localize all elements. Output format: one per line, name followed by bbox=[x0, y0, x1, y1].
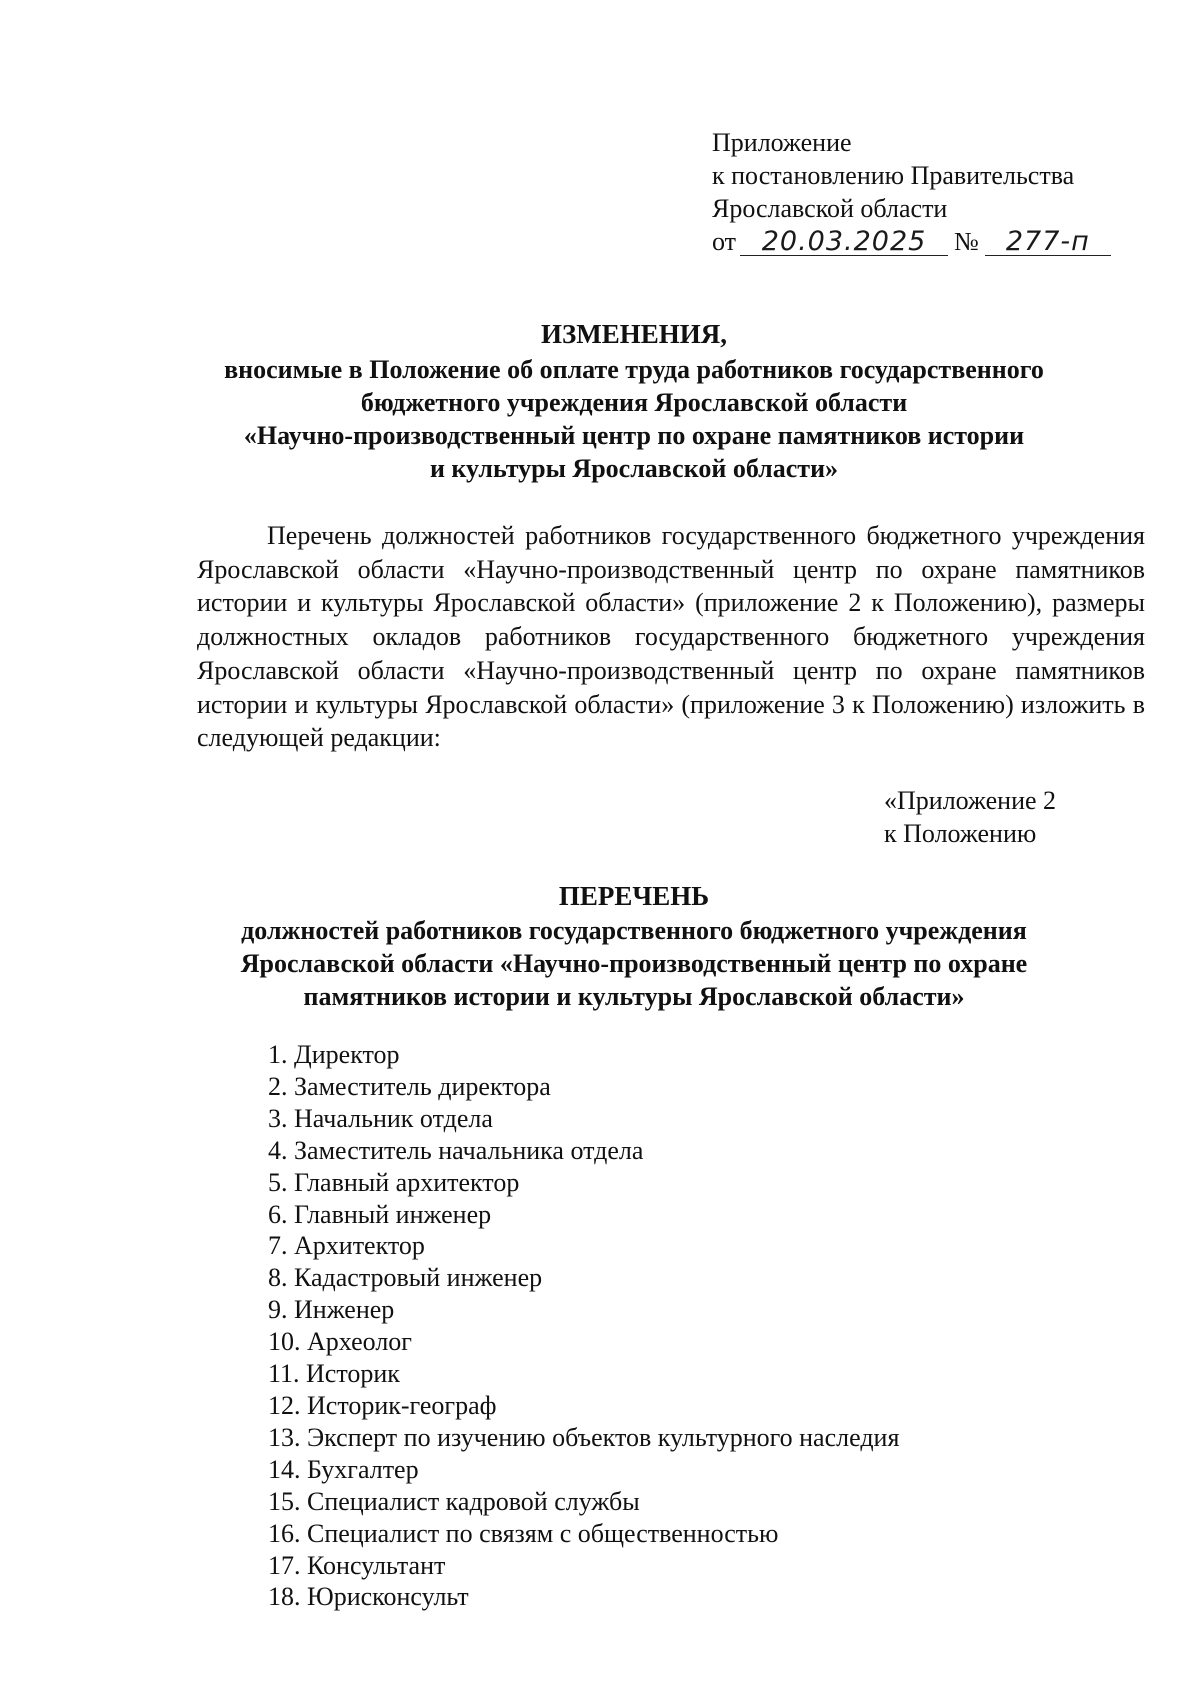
list-item: 9. Инженер bbox=[268, 1295, 395, 1325]
list-item: 10. Археолог bbox=[268, 1327, 412, 1357]
positions-list bbox=[268, 1039, 899, 1613]
list-item: 2. Заместитель директора bbox=[268, 1071, 551, 1101]
intro-paragraph: Перечень должностей работников государственного бюджетного учреждения Ярославской области «Научно-производственный центр по охране памятников истории и культуры Ярославской области» (приложение 2 к Положению), размеры должностных окладов работников государственного бюджетного учреждения Ярославской области «Научно-производственный центр по охране памятников истории и культуры Ярославской области» (приложение 3 к Положению) изложить в следующей редакции: bbox=[197, 521, 1145, 753]
number-sign: № bbox=[954, 227, 979, 256]
list-item: 3. Начальник отдела bbox=[268, 1103, 493, 1133]
changes-subtitle-line-4: и культуры Ярославской области» bbox=[429, 454, 839, 483]
approval-line-3: Ярославской области bbox=[712, 194, 948, 223]
approval-date-line bbox=[712, 225, 1111, 258]
list-subtitle-line-1: должностей работников государственного бюджетного учреждения bbox=[241, 916, 1027, 945]
changes-subtitle bbox=[180, 353, 1088, 485]
changes-title: ИЗМЕНЕНИЯ, bbox=[540, 319, 727, 349]
list-subtitle bbox=[180, 914, 1088, 1013]
list-item: 5. Главный архитектор bbox=[268, 1167, 520, 1197]
handwritten-date: 20.03.2025 bbox=[761, 226, 927, 257]
list-item: 12. Историк-географ bbox=[268, 1390, 497, 1420]
changes-subtitle-line-1: вносимые в Положение об оплате труда работников государственного bbox=[224, 355, 1044, 384]
list-item: 1. Директор bbox=[268, 1040, 400, 1069]
list-item: 8. Кадастровый инженер bbox=[268, 1263, 543, 1293]
handwritten-number: 277-п bbox=[1005, 226, 1090, 257]
list-item: 13. Эксперт по изучению объектов культурного наследия bbox=[268, 1422, 900, 1452]
list-item: 17. Консультант bbox=[268, 1550, 446, 1580]
list-item: 15. Специалист кадровой службы bbox=[268, 1486, 640, 1516]
list-subtitle-line-2: Ярославской области «Научно-производственный центр по охране bbox=[240, 949, 1028, 978]
annex-line-2: к Положению bbox=[884, 819, 1037, 848]
changes-subtitle-line-2: бюджетного учреждения Ярославской области bbox=[360, 388, 908, 417]
list-item: 6. Главный инженер bbox=[268, 1199, 492, 1229]
approval-line-1: Приложение bbox=[712, 128, 852, 157]
list-item: 11. Историк bbox=[268, 1359, 400, 1389]
approval-line-2: к постановлению Правительства bbox=[712, 161, 1075, 190]
list-title: ПЕРЕЧЕНЬ bbox=[558, 881, 710, 911]
list-subtitle-line-3: памятников истории и культуры Ярославской области» bbox=[303, 982, 965, 1011]
approval-block bbox=[712, 126, 1111, 258]
changes-subtitle-line-3: «Научно-производственный центр по охране памятников истории bbox=[243, 421, 1025, 450]
list-item: 14. Бухгалтер bbox=[268, 1454, 419, 1484]
number-field bbox=[985, 226, 1111, 257]
date-prefix: от bbox=[712, 227, 737, 256]
annex-reference bbox=[884, 784, 1056, 850]
date-field bbox=[740, 226, 948, 257]
annex-line-1: «Приложение 2 bbox=[884, 786, 1057, 815]
list-item: 4. Заместитель начальника отдела bbox=[268, 1135, 644, 1165]
list-item: 18. Юрисконсульт bbox=[268, 1582, 469, 1612]
list-item: 7. Архитектор bbox=[268, 1231, 425, 1261]
list-item: 16. Специалист по связям с общественностью bbox=[268, 1518, 779, 1548]
